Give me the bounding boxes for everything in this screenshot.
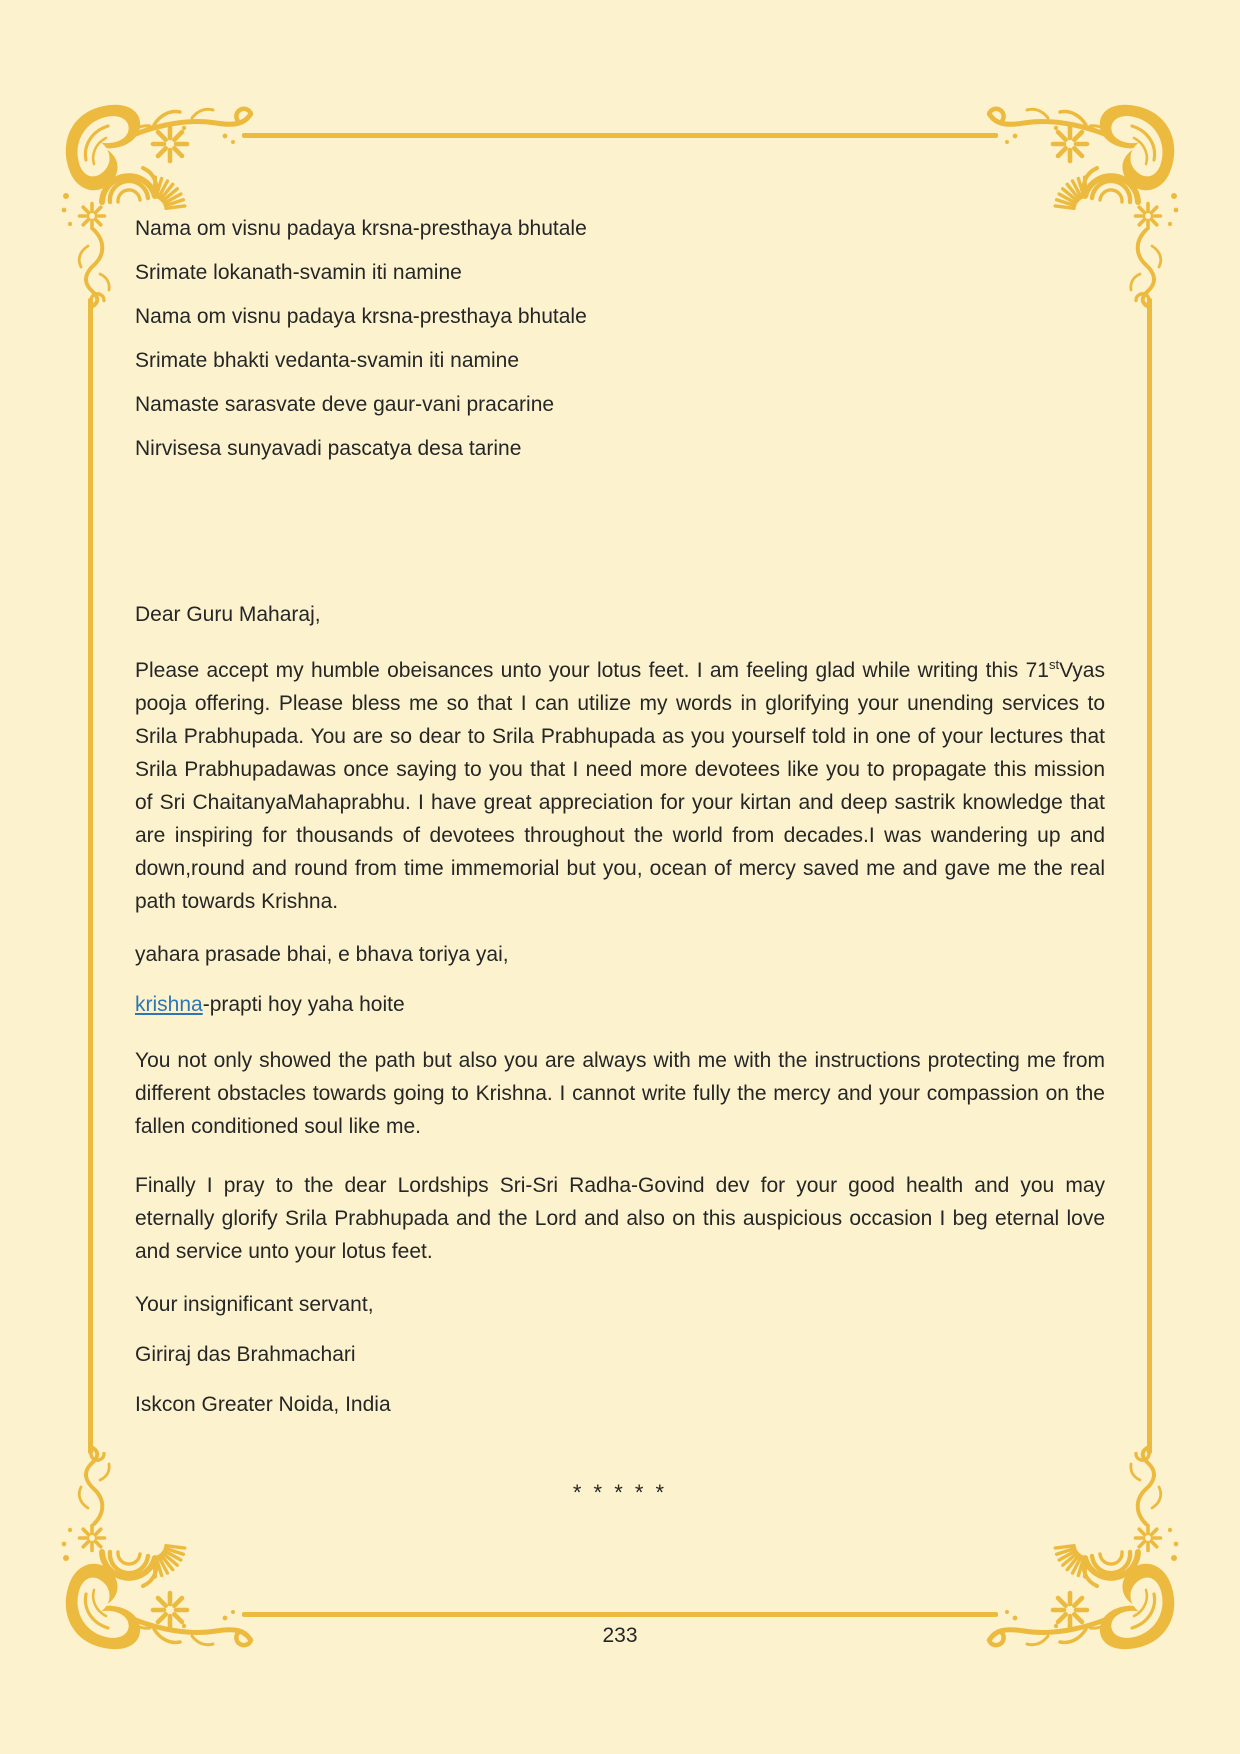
paragraph-1-text-before: Please accept my humble obeisances unto your lotus feet. I am feeling glad while writing this 71 — [135, 659, 1049, 682]
signature-location: Iskcon Greater Noida, India — [135, 1393, 391, 1416]
frame-bottom-line — [242, 1612, 998, 1617]
page-number: 233 — [602, 1624, 638, 1647]
verse-line: Srimate bhakti vedanta-svamin iti namine — [135, 349, 520, 372]
paragraph-2: You not only showed the path but also you are always with me with the instructions protecting me from different obstacles towards going to Krishna. I cannot write fully the mercy and your compassion on the fallen conditioned soul like me. — [135, 1049, 1105, 1138]
greeting: Dear Guru Maharaj, — [135, 603, 321, 626]
ordinal-suffix-superscript: st — [1048, 657, 1060, 672]
section-separator: * * * * * — [572, 1480, 668, 1505]
song-line-2 — [135, 992, 1105, 1018]
song-line-1: yahara prasade bhai, e bhava toriya yai, — [135, 943, 509, 966]
krishna-link[interactable]: krishna — [135, 993, 203, 1016]
verse-line: Nama om visnu padaya krsna-presthaya bhutale — [135, 217, 587, 240]
paragraph-1-text-after: Vyas pooja offering. Please bless me so that I can utilize my words in glorifying your unending services to Srila Prabhupada. You are so dear to Srila Prabhupada as you yourself told in one of your lectures that Srila Prabhupadawas once saying to you that I need more devotees like you to propagate this mission of Sri ChaitanyaMahaprabhu. I have great appreciation for your kirtan and deep sastrik knowledge that are inspiring for thousands of devotees throughout the world from decades.I was wandering up and down,round and round from time immemorial but you, ocean of mercy saved me and gave me the real path towards Krishna. — [135, 659, 1105, 913]
verse-line: Namaste sarasvate deve gaur-vani pracarine — [135, 393, 555, 416]
signature-name: Giriraj das Brahmachari — [135, 1343, 356, 1366]
paragraph-1 — [135, 654, 1105, 918]
verse-line: Nama om visnu padaya krsna-presthaya bhutale — [135, 305, 587, 328]
invocation-verses — [135, 216, 1105, 462]
verse-line: Nirvisesa sunyavadi pascatya desa tarine — [135, 437, 522, 460]
verse-line: Srimate lokanath-svamin iti namine — [135, 261, 462, 284]
signature-closing: Your insignificant servant, — [135, 1293, 374, 1316]
song-line-2-rest: -prapti hoy yaha hoite — [202, 993, 405, 1016]
paragraph-3: Finally I pray to the dear Lordships Sri-Sri Radha-Govind dev for your good health and you may eternally glorify Srila Prabhupada and the Lord and also on this auspicious occasion I beg eternal love and service unto your lotus feet. — [135, 1174, 1105, 1263]
